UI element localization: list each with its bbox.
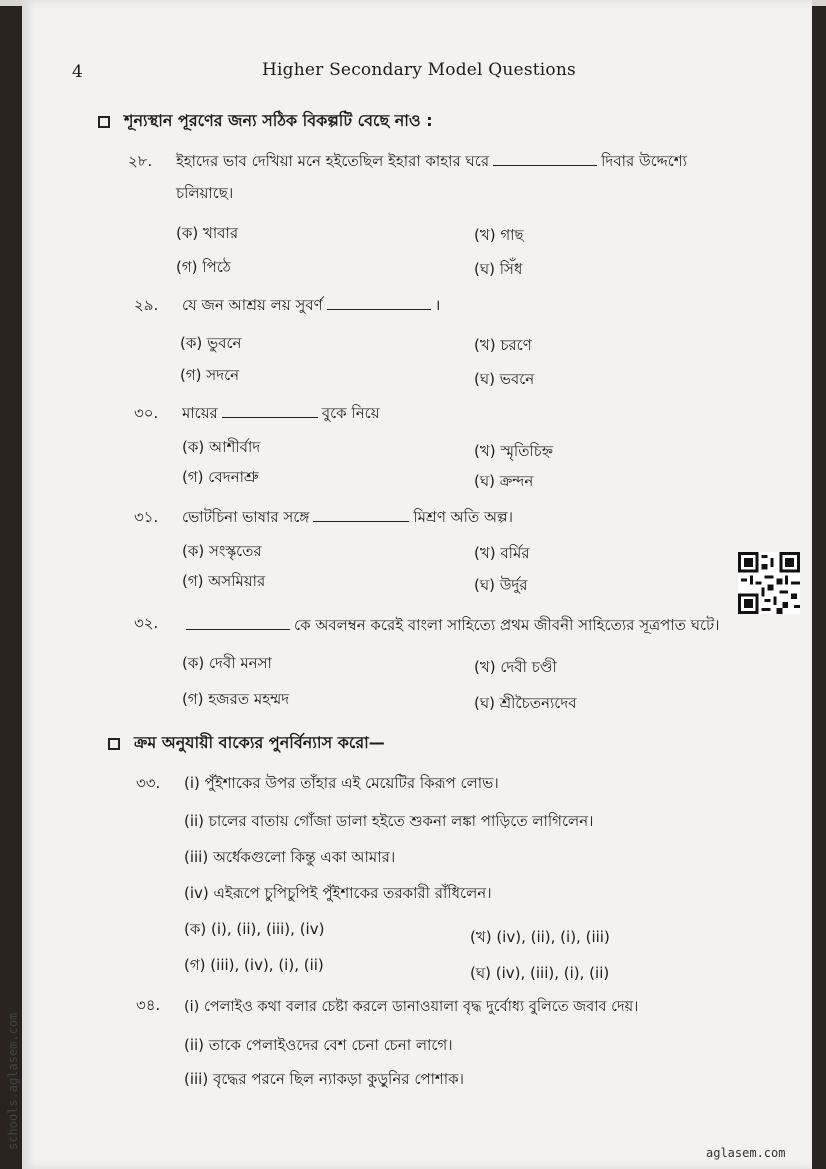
- question-text-before: ভোটচিনা ভাষার সঙ্গে: [182, 508, 310, 526]
- section-instruction-text: শূন্যস্থান পূরণের জন্য সঠিক বিকল্পটি বেছে নাও :: [124, 111, 433, 130]
- option-gha: (ঘ) সিঁধ: [474, 260, 523, 278]
- option-gha: (ঘ) শ্রীচৈতন্যদেব: [474, 694, 577, 712]
- option-kha: (খ) চরণে: [474, 336, 532, 354]
- reorder-item: (iii) বৃদ্ধের পরনে ছিল ন্যাকড়া কুড়ুনির পোশাক।: [184, 1070, 465, 1088]
- option-kha: (খ) গাছ: [474, 226, 524, 244]
- option-ka: (ক) সংস্কৃতের: [182, 542, 262, 560]
- reorder-item: (iv) এইরূপে চুপিচুপিই পুঁইশাকের তরকারী রাঁধিলেন।: [184, 884, 492, 902]
- answer-blank: [186, 617, 290, 630]
- option-gha: (ঘ) ক্রন্দন: [474, 472, 534, 490]
- option-kha: (খ) (iv), (ii), (i), (iii): [470, 928, 610, 946]
- option-ka: (ক) দেবী মনসা: [182, 654, 272, 672]
- question-number: ৩২.: [134, 614, 159, 632]
- reorder-item: (i) পুঁইশাকের উপর তাঁহার এই মেয়েটির কিরূপ লোভ।: [184, 774, 499, 792]
- question-number: ৩১.: [134, 508, 159, 526]
- checkbox-icon: [108, 738, 120, 750]
- option-gha: (ঘ) ভবনে: [474, 370, 535, 388]
- option-ga: (গ) পিঠে: [176, 258, 231, 276]
- question-text-before: মায়ের: [182, 404, 218, 422]
- section-instruction-text: ক্রম অনুযায়ী বাক্যের পুনর্বিন্যাস করো—: [134, 733, 385, 752]
- question-text-before: ইহাদের ভাব দেখিয়া মনে হইতেছিল ইহারা কাহার ঘরে: [176, 152, 490, 170]
- question-number: ৩০.: [134, 404, 159, 422]
- option-ga: (গ) সদনে: [180, 366, 240, 384]
- option-ka: (ক) খাবার: [176, 224, 239, 242]
- option-ka: (ক) আশীর্বাদ: [182, 438, 261, 456]
- section-instruction-reorder: [108, 730, 385, 757]
- question-number: ৩৩.: [136, 774, 161, 792]
- answer-blank: [222, 405, 318, 418]
- reorder-item: (i) পেলাইও কথা বলার চেষ্টা করলে ডানাওয়ালা বৃদ্ধ দুর্বোধ্য বুলিতে জবাব দেয়।: [184, 999, 639, 1015]
- option-ga: (গ) বেদনাশ্রু: [182, 468, 259, 486]
- option-gha: (ঘ) (iv), (iii), (i), (ii): [470, 964, 610, 982]
- question-text-after: বুকে নিয়ে: [321, 404, 380, 422]
- option-ga: (গ) (iii), (iv), (i), (ii): [184, 956, 324, 974]
- question-text-before: যে জন আশ্রয় লয় সুবর্ণ: [182, 296, 323, 314]
- qr-code: [738, 552, 800, 614]
- option-ka: (ক) ভুবনে: [180, 334, 242, 352]
- bottom-watermark: aglasem.com: [706, 1146, 786, 1160]
- option-kha: (খ) স্মৃতিচিহ্ন: [474, 442, 554, 460]
- answer-blank: [313, 509, 409, 522]
- side-watermark: schools.aglasem.com: [6, 1012, 20, 1150]
- question-text-after: ।: [434, 296, 441, 314]
- answer-blank: [327, 297, 431, 310]
- reorder-item: (ii) তাকে পেলাইওদের বেশ চেনা চেনা লাগে।: [184, 1036, 453, 1054]
- reorder-item: (iii) অর্ধেকগুলো কিন্তু একা আমার।: [184, 848, 396, 866]
- question-number: ২৯.: [134, 296, 159, 314]
- question-text-continuation: চলিয়াছে।: [176, 184, 234, 202]
- question-text: [182, 402, 380, 427]
- question-text-after: মিশ্রণ অতি অল্প।: [413, 508, 514, 526]
- question-text: [176, 150, 687, 175]
- page-title: Higher Secondary Model Questions: [262, 60, 576, 80]
- question-text-after: দিবার উদ্দেশ্যে: [601, 152, 688, 170]
- qr-code-icon: [738, 552, 800, 614]
- option-ga: (গ) হজরত মহম্মদ: [182, 690, 290, 708]
- question-text-after: কে অবলম্বন করেই বাংলা সাহিত্যে প্রথম জীবনী সাহিত্যের সূত্রপাত ঘটে।: [294, 616, 720, 634]
- page-number: 4: [72, 62, 83, 82]
- question-text: [182, 294, 440, 319]
- reorder-item: (ii) চালের বাতায় গোঁজা ডালা হইতে শুকনা লঙ্কা পাড়িতে লাগিলেন।: [184, 812, 594, 830]
- section-instruction-fill-blanks: [98, 108, 433, 135]
- option-gha: (ঘ) উর্দুর: [474, 576, 528, 594]
- question-text: [182, 506, 513, 531]
- option-ka: (ক) (i), (ii), (iii), (iv): [184, 920, 325, 938]
- checkbox-icon: [98, 116, 110, 128]
- option-kha: (খ) বর্মির: [474, 544, 530, 562]
- option-kha: (খ) দেবী চণ্ডী: [474, 658, 557, 676]
- question-number: ২৮.: [128, 152, 153, 170]
- question-text: [186, 614, 720, 639]
- answer-blank: [493, 153, 597, 166]
- question-number: ৩৪.: [136, 996, 161, 1014]
- option-ga: (গ) অসমিয়ার: [182, 572, 266, 590]
